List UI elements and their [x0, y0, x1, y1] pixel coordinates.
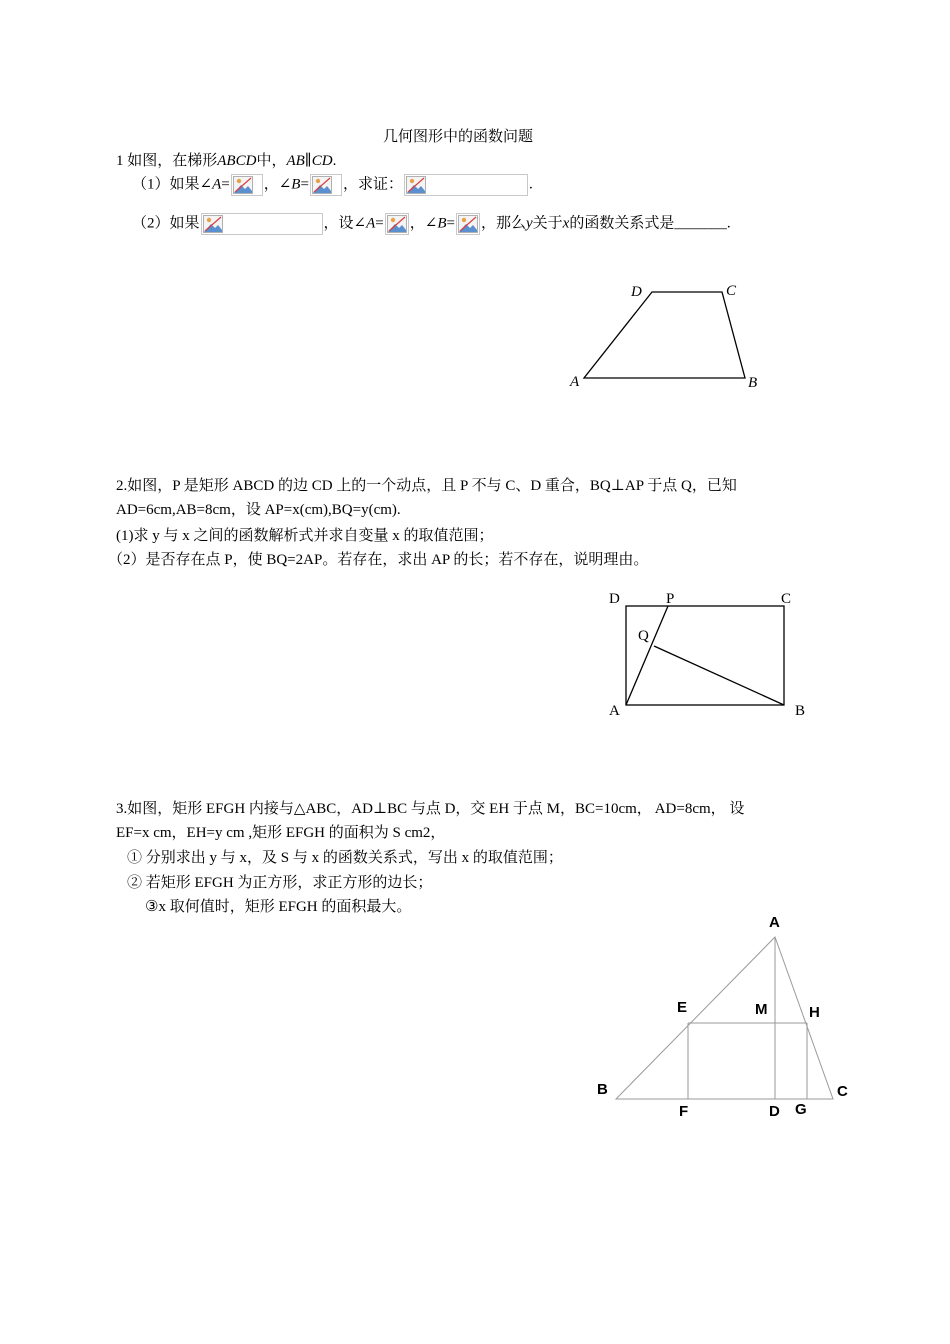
page-title: 几何图形中的函数问题 [383, 129, 534, 145]
q1-stem: 1 如图，在梯形ABCD中，AB∥CD. [116, 153, 337, 169]
q2-line4: （2）是否存在点 P，使 BQ=2AP。若存在，求出 AP 的长；若不存在，说明理由。 [108, 552, 649, 568]
q3-line2: EF=x cm，EH=y cm ,矩形 EFGH 的面积为 S cm2， [116, 825, 446, 841]
triangle-abc [616, 937, 833, 1099]
trapezoid-shape [584, 292, 745, 378]
q3-triangle-figure [590, 905, 860, 1125]
q2-line3: (1)求 y 与 x 之间的函数解析式并求自变量 x 的取值范围； [116, 528, 494, 544]
label-a: A [769, 914, 780, 931]
label-g: G [795, 1101, 807, 1118]
label-d: D [769, 1103, 780, 1120]
label-q: Q [638, 628, 649, 644]
q3-line5: ③x 取何值时，矩形 EFGH 的面积最大。 [145, 899, 412, 915]
label-c: C [726, 283, 737, 299]
missing-image-icon [201, 213, 323, 235]
label-e: E [677, 999, 688, 1016]
q3-line1: 3.如图，矩形 EFGH 内接与△ABC，AD⊥BC 与点 D，交 EH 于点 M，BC=10cm， AD=8cm， 设 [116, 801, 745, 817]
segment-ap [626, 606, 668, 705]
label-m: M [755, 1001, 768, 1018]
label-a: A [570, 374, 580, 390]
missing-image-icon [231, 174, 263, 196]
q1-part1: （1）如果∠A= ，∠B= ，求证： . [132, 174, 533, 196]
label-c: C [837, 1083, 848, 1100]
label-c: C [781, 591, 792, 607]
segment-bq [654, 646, 784, 705]
label-b: B [597, 1081, 608, 1098]
label-p: P [666, 591, 675, 607]
label-b: B [795, 703, 806, 719]
q2-line1: 2.如图，P 是矩形 ABCD 的边 CD 上的一个动点，且 P 不与 C、D 重合，BQ⊥AP 于点 Q，已知 [116, 478, 737, 494]
label-f: F [679, 1103, 689, 1120]
rectangle-abcd [626, 606, 784, 705]
label-d: D [631, 284, 642, 300]
label-b: B [748, 375, 758, 391]
label-a: A [609, 703, 620, 719]
missing-image-icon [404, 174, 528, 196]
q1-trapezoid-figure [560, 275, 790, 400]
missing-image-icon [456, 213, 480, 235]
q3-line4: ② 若矩形 EFGH 为正方形，求正方形的边长； [127, 875, 433, 891]
q1-part2: （2）如果 ，设∠A= ，∠B= ，那么y关于x的函数关系式是_______. [132, 213, 731, 235]
q3-line3: ① 分别求出 y 与 x，及 S 与 x 的函数关系式，写出 x 的取值范围； [127, 850, 563, 866]
label-h: H [809, 1004, 820, 1021]
missing-image-icon [310, 174, 342, 196]
q2-rectangle-figure [600, 585, 820, 720]
missing-image-icon [385, 213, 409, 235]
q2-line2: AD=6cm,AB=8cm，设 AP=x(cm),BQ=y(cm). [116, 502, 401, 518]
label-d: D [609, 591, 620, 607]
